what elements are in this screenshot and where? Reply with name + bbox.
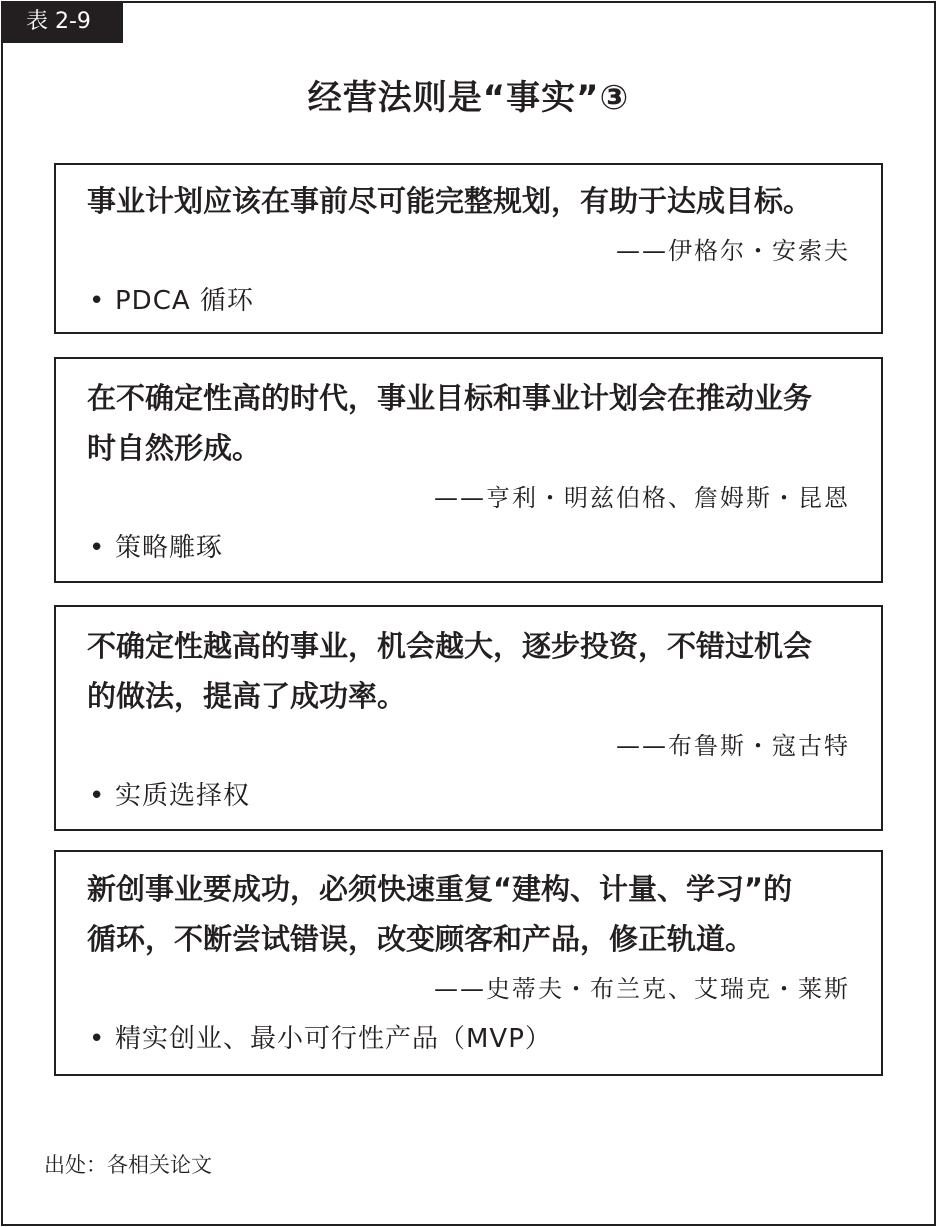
quote-line: 不确定性越高的事业，机会越大，逐步投资，不错过机会 xyxy=(87,629,813,663)
concept-label: 实质选择权 xyxy=(115,781,251,811)
concept-label: PDCA 循环 xyxy=(115,286,254,316)
bullet-dot: • xyxy=(89,286,106,316)
quote-line: 在不确定性高的时代，事业目标和事业计划会在推动业务 xyxy=(87,381,813,415)
table-label: 表 2-9 xyxy=(1,1,123,43)
bullet-dot: • xyxy=(89,1024,106,1054)
principle-card xyxy=(54,357,883,583)
concept-bullet xyxy=(87,276,850,326)
principle-card xyxy=(54,850,883,1076)
concept-label: 精实创业、最小可行性产品（MVP） xyxy=(115,1024,552,1054)
quote-line: 新创事业要成功，必须快速重复“建构、计量、学习”的 xyxy=(87,872,793,906)
quote-line: 循环，不断尝试错误，改变顾客和产品，修正轨道。 xyxy=(87,922,755,956)
concept-bullet xyxy=(87,1014,850,1064)
bullet-dot: • xyxy=(89,781,106,811)
quote-line: 时自然形成。 xyxy=(87,431,262,465)
bullet-dot: • xyxy=(89,533,106,563)
quote-author: ——史蒂夫・布兰克、艾瑞克・莱斯 xyxy=(434,975,850,1003)
concept-bullet xyxy=(87,771,850,821)
concept-bullet xyxy=(87,523,850,573)
source-note: 出处：各相关论文 xyxy=(44,1153,212,1177)
quote-author: ——伊格尔・安索夫 xyxy=(616,237,850,265)
page-title: 经营法则是“事实”③ xyxy=(307,78,630,118)
concept-label: 策略雕琢 xyxy=(115,533,224,563)
quote-author: ——布鲁斯・寇古特 xyxy=(616,732,850,760)
principle-card xyxy=(54,163,883,334)
quote-author: ——亨利・明兹伯格、詹姆斯・昆恩 xyxy=(434,484,850,512)
quote-line: 事业计划应该在事前尽可能完整规划，有助于达成目标。 xyxy=(87,184,813,218)
quote-line: 的做法，提高了成功率。 xyxy=(87,679,407,713)
principle-card xyxy=(54,605,883,831)
